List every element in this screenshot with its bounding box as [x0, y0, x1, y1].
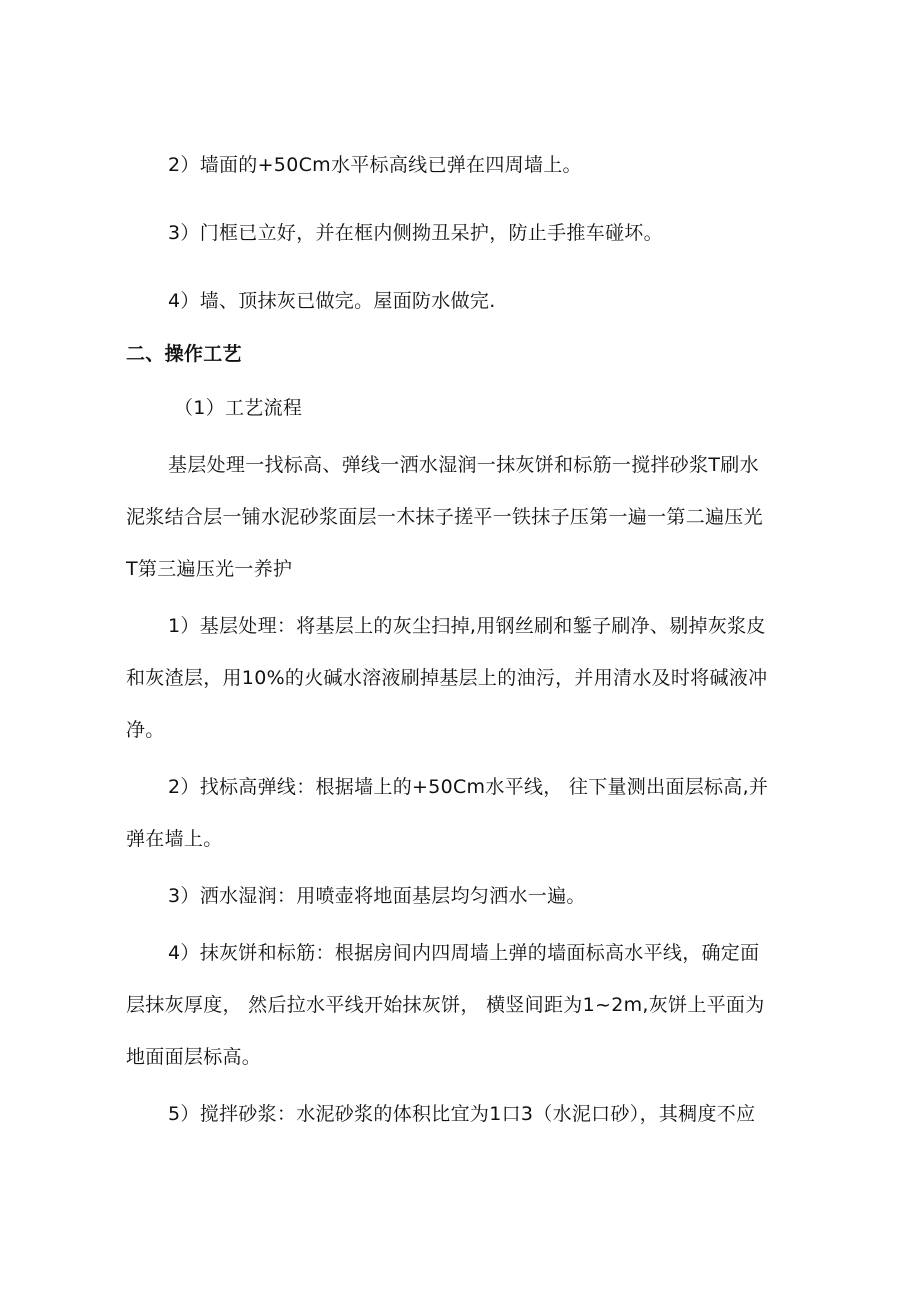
step-3-line-1: 3）洒水湿润：用喷壶将地面基层均匀洒水一遍。 [168, 885, 586, 907]
section-heading: 二、操作工艺 [126, 343, 242, 365]
process-flow-line-3: T第三遍压光一养护 [126, 558, 293, 580]
step-4-line-3: 地面面层标高。 [126, 1046, 262, 1068]
step-1-line-3: 净。 [126, 719, 165, 741]
step-1-line-2: 和灰渣层，用10%的火碱水溶液刷掉基层上的油污，并用清水及时将碱液冲 [126, 667, 768, 689]
subsection-heading: （1）工艺流程 [174, 397, 303, 419]
process-flow-line-2: 泥浆结合层一铺水泥砂浆面层一木抹子搓平一铁抹子压第一遍一第二遍压光 [126, 506, 763, 528]
list-item-prep-2: 2）墙面的+50Cm水平标高线已弹在四周墙上。 [168, 154, 582, 176]
step-1-line-1: 1）基层处理：将基层上的灰尘扫掉,用钢丝刷和錾子刷净、剔掉灰浆皮 [168, 615, 766, 637]
list-item-prep-3: 3）门框已立好，并在框内侧拗丑呆护，防止手推车碰坏。 [168, 222, 663, 244]
step-5-line-1: 5）搅拌砂浆：水泥砂浆的体积比宜为1口3（水泥口砂），其稠度不应 [168, 1103, 756, 1125]
list-item-prep-4: 4）墙、顶抹灰已做完。屋面防水做完. [168, 290, 496, 312]
step-2-line-1: 2）找标高弹线：根据墙上的+50Cm水平线， 往下量测出面层标高,并 [168, 776, 769, 798]
step-4-line-2: 层抹灰厚度， 然后拉水平线开始抹灰饼， 横竖间距为1~2m,灰饼上平面为 [126, 994, 765, 1016]
step-2-line-2: 弹在墙上。 [126, 828, 223, 850]
process-flow-line-1: 基层处理一找标高、弹线一洒水湿润一抹灰饼和标筋一搅拌砂浆T刷水 [168, 454, 759, 476]
step-4-line-1: 4）抹灰饼和标筋：根据房间内四周墙上弹的墙面标高水平线，确定面 [168, 942, 760, 964]
